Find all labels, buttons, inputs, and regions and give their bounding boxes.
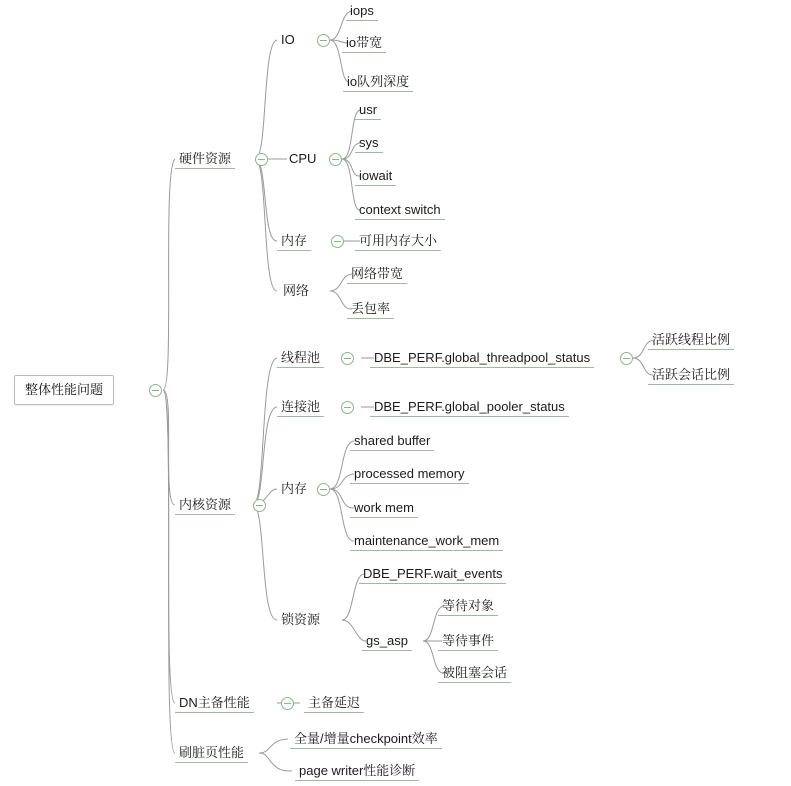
toggle-pooler[interactable] <box>341 401 354 414</box>
node-active-session-ratio-label: 活跃会话比例 <box>648 366 734 385</box>
node-network-bandwidth-label: 网络带宽 <box>347 265 407 284</box>
node-work-mem[interactable] <box>350 499 418 518</box>
toggle-threadpool[interactable] <box>341 352 354 365</box>
toggle-cpu[interactable] <box>329 153 342 166</box>
node-active-thread-ratio-label: 活跃线程比例 <box>648 331 734 350</box>
node-gs-asp[interactable] <box>362 632 412 651</box>
node-wait-object[interactable] <box>438 597 498 616</box>
node-threadpool-label: 线程池 <box>277 349 324 368</box>
toggle-memory-hardware[interactable] <box>331 235 344 248</box>
node-flush-dirty-page-performance-label: 刷脏页性能 <box>175 744 248 763</box>
node-kernel-label: 内核资源 <box>175 496 235 515</box>
node-wait-event-label: 等待事件 <box>438 632 498 651</box>
node-page-writer-diagnosis-label: page writer性能诊断 <box>295 762 419 781</box>
node-pooler-status-view[interactable] <box>370 398 569 417</box>
node-active-session-ratio[interactable] <box>648 366 734 385</box>
node-iops-label: iops <box>346 2 378 21</box>
node-ha-delay[interactable] <box>304 694 364 713</box>
node-network-label: 网络 <box>283 283 310 298</box>
node-gs-asp-label: gs_asp <box>362 632 412 651</box>
toggle-memory-kernel[interactable] <box>317 483 330 496</box>
node-io-bandwidth[interactable] <box>342 34 386 53</box>
node-wait-object-label: 等待对象 <box>438 597 498 616</box>
node-page-writer-diagnosis[interactable] <box>295 762 419 781</box>
node-kernel[interactable] <box>175 496 235 515</box>
node-memory-kernel[interactable] <box>277 480 311 499</box>
node-cpu-label: CPU <box>289 151 317 166</box>
mindmap-root-node[interactable] <box>14 375 114 405</box>
node-pooler-label: 连接池 <box>277 398 324 417</box>
node-iowait[interactable] <box>355 167 396 186</box>
toggle-dn-ha-performance[interactable] <box>281 697 294 710</box>
toggle-root[interactable] <box>149 384 162 397</box>
node-packet-loss-rate[interactable] <box>347 300 394 319</box>
node-shared-buffer[interactable] <box>350 432 434 451</box>
node-lock-resource[interactable] <box>277 611 324 630</box>
toggle-kernel[interactable] <box>253 499 266 512</box>
node-dn-ha-performance[interactable] <box>175 694 254 713</box>
node-processed-memory[interactable] <box>350 465 469 484</box>
node-sys-label: sys <box>355 134 383 153</box>
node-threadpool[interactable] <box>277 349 324 368</box>
node-packet-loss-rate-label: 丢包率 <box>347 300 394 319</box>
toggle-threadpool-status-view[interactable] <box>620 352 633 365</box>
node-context-switch-label: context switch <box>355 201 445 220</box>
node-pooler-status-view-label: DBE_PERF.global_pooler_status <box>370 398 569 417</box>
node-shared-buffer-label: shared buffer <box>350 432 434 451</box>
node-iowait-label: iowait <box>355 167 396 186</box>
node-available-memory-label: 可用内存大小 <box>355 232 441 251</box>
node-network[interactable] <box>279 282 313 301</box>
node-io-bandwidth-label: io带宽 <box>342 34 386 53</box>
node-cpu[interactable] <box>285 150 320 169</box>
node-processed-memory-label: processed memory <box>350 465 469 484</box>
node-threadpool-status-view-label: DBE_PERF.global_threadpool_status <box>370 349 594 368</box>
node-threadpool-status-view[interactable] <box>370 349 594 368</box>
node-blocked-session-label: 被阻塞会话 <box>438 664 511 683</box>
node-hardware-label: 硬件资源 <box>175 150 235 169</box>
toggle-io[interactable] <box>317 34 330 47</box>
node-ha-delay-label: 主备延迟 <box>304 694 364 713</box>
node-network-bandwidth[interactable] <box>347 265 407 284</box>
root-label: 整体性能问题 <box>14 375 114 405</box>
node-flush-dirty-page-performance[interactable] <box>175 744 248 763</box>
node-io-queue-depth[interactable] <box>343 73 413 92</box>
node-work-mem-label: work mem <box>350 499 418 518</box>
node-wait-events-view-label: DBE_PERF.wait_events <box>359 565 506 584</box>
node-hardware[interactable] <box>175 150 235 169</box>
node-io-label: IO <box>281 32 295 47</box>
node-context-switch[interactable] <box>355 201 445 220</box>
node-io[interactable] <box>277 31 299 50</box>
node-iops[interactable] <box>346 2 378 21</box>
node-usr-label: usr <box>355 101 381 120</box>
node-wait-event[interactable] <box>438 632 498 651</box>
node-usr[interactable] <box>355 101 381 120</box>
node-io-queue-depth-label: io队列深度 <box>343 73 413 92</box>
node-available-memory[interactable] <box>355 232 441 251</box>
node-dn-ha-performance-label: DN主备性能 <box>175 694 254 713</box>
node-blocked-session[interactable] <box>438 664 511 683</box>
node-lock-resource-label: 锁资源 <box>281 612 321 627</box>
node-memory-hardware[interactable] <box>277 232 311 251</box>
node-maintenance-work-mem[interactable] <box>350 532 503 551</box>
node-memory-kernel-label: 内存 <box>281 481 308 496</box>
node-maintenance-work-mem-label: maintenance_work_mem <box>350 532 503 551</box>
node-memory-hardware-label: 内存 <box>277 232 311 251</box>
node-wait-events-view[interactable] <box>359 565 506 584</box>
toggle-hardware[interactable] <box>255 153 268 166</box>
node-active-thread-ratio[interactable] <box>648 331 734 350</box>
node-pooler[interactable] <box>277 398 324 417</box>
node-checkpoint-efficiency-label: 全量/增量checkpoint效率 <box>290 730 442 749</box>
node-checkpoint-efficiency[interactable] <box>290 730 442 749</box>
node-sys[interactable] <box>355 134 383 153</box>
